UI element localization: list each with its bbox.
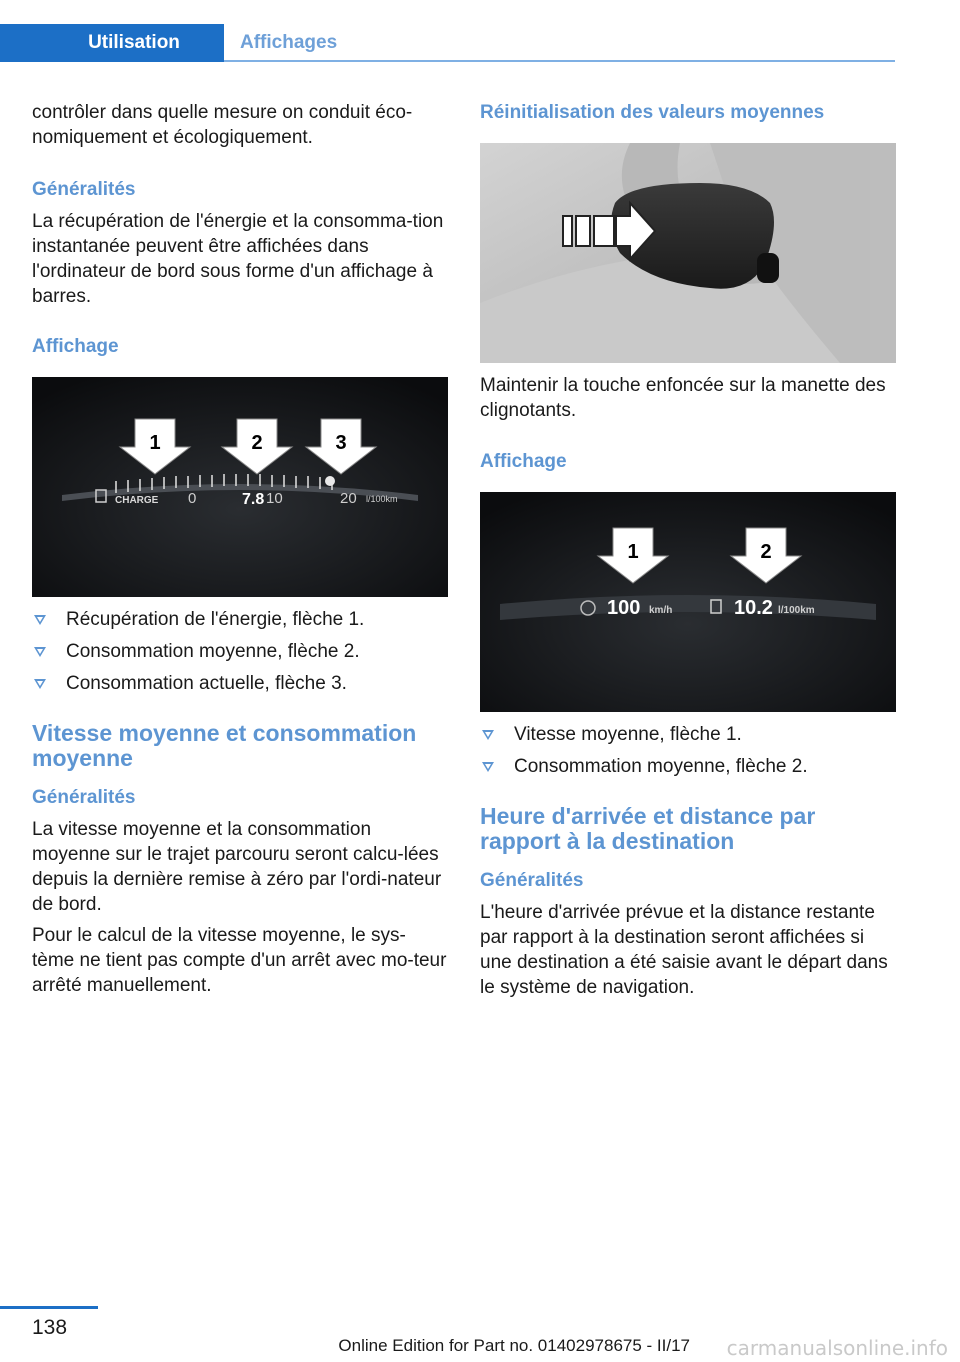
- right-bullet-list: [480, 722, 896, 779]
- header-tabbar: [0, 24, 895, 62]
- fig1-charge-label: CHARGE: [115, 495, 159, 506]
- heading-affichage-2: Affichage: [480, 451, 567, 472]
- triangle-bullet-icon: [34, 647, 46, 657]
- section-title-heure-arrivee: Heure d'arrivée et distance par rapport à la destination: [480, 803, 816, 854]
- fig3-speed-value: 100: [607, 597, 641, 619]
- figure-average-display: [480, 492, 896, 712]
- fig3-arrow-1: 1: [627, 541, 639, 563]
- fig1-arrow-1: 1: [149, 432, 161, 454]
- triangle-bullet-icon: [34, 615, 46, 625]
- page-number: 138: [32, 1316, 68, 1339]
- left-column: [32, 100, 448, 998]
- tab-underline: [224, 60, 895, 62]
- fig1-scale-10: 10: [266, 490, 283, 507]
- heading-generalites-2: Généralités: [32, 787, 136, 808]
- paragraph-calcul: Pour le calcul de la vitesse moyenne, le sys-tème ne tient pas compte d'un arrêt avec mo-teur arrêté manuellement.: [32, 925, 447, 996]
- heading-generalites-3: Généralités: [480, 870, 584, 891]
- tab-affichages[interactable]: Affichages: [240, 32, 338, 53]
- watermark: carmanualsonline.info: [726, 1336, 948, 1360]
- fig3-cons-unit: l/100km: [778, 605, 815, 616]
- paragraph-touche: Maintenir la touche enfoncée sur la manette des clignotants.: [480, 375, 886, 421]
- fig3-cons-value: 10.2: [734, 597, 773, 619]
- heading-generalites-1: Généralités: [32, 179, 136, 200]
- triangle-bullet-icon: [34, 679, 46, 689]
- fig3-speed-unit: km/h: [649, 605, 673, 616]
- intro-paragraph: contrôler dans quelle mesure on conduit éco-nomiquement et écologiquement.: [32, 102, 413, 148]
- edition-note: Online Edition for Part no. 01402978675 - II/17: [338, 1336, 690, 1355]
- list-item: Consommation moyenne, flèche 2.: [480, 754, 896, 779]
- list-item: Consommation actuelle, flèche 3.: [32, 671, 448, 696]
- paragraph-vitesse: La vitesse moyenne et la consommation moyenne sur le trajet parcouru seront calcu-lées depuis la dernière remise à zéro par l'ordi-nateur de bord.: [32, 819, 442, 915]
- fig1-scale-0: 0: [188, 490, 197, 507]
- fig1-scale-20: 20: [340, 490, 357, 507]
- paragraph-recuperation: La récupération de l'énergie et la consomma-tion instantanée peuvent être affichées dans l'ordinateur de bord sous forme d'un affichage à barres.: [32, 211, 444, 307]
- fig1-unit: l/100km: [366, 494, 398, 504]
- right-column: [480, 100, 896, 1000]
- list-item: Vitesse moyenne, flèche 1.: [480, 722, 896, 747]
- left-bullet-list: [32, 607, 448, 696]
- paragraph-heure-arrivee: L'heure d'arrivée prévue et la distance restante par rapport à la destination seront affichées si une destination a été saisie avant le départ dans le système de navigation.: [480, 902, 888, 998]
- tab-utilisation[interactable]: Utilisation: [0, 24, 224, 62]
- figure-turn-signal-lever: [480, 143, 896, 363]
- figure-energy-display: [32, 377, 448, 597]
- triangle-bullet-icon: [482, 730, 494, 740]
- footer-rule: [0, 1306, 98, 1309]
- triangle-bullet-icon: [482, 762, 494, 772]
- section-title-vitesse: Vitesse moyenne et consommation moyenne: [32, 720, 417, 771]
- fig1-arrow-2: 2: [251, 432, 263, 454]
- list-item: Consommation moyenne, flèche 2.: [32, 639, 448, 664]
- fig1-arrow-3: 3: [335, 432, 347, 454]
- list-item: Récupération de l'énergie, flèche 1.: [32, 607, 448, 632]
- fig1-avg-value: 7.8: [242, 491, 265, 508]
- fig3-arrow-2: 2: [760, 541, 772, 563]
- heading-affichage-1: Affichage: [32, 336, 119, 357]
- heading-reinitialisation: Réinitialisation des valeurs moyennes: [480, 102, 825, 123]
